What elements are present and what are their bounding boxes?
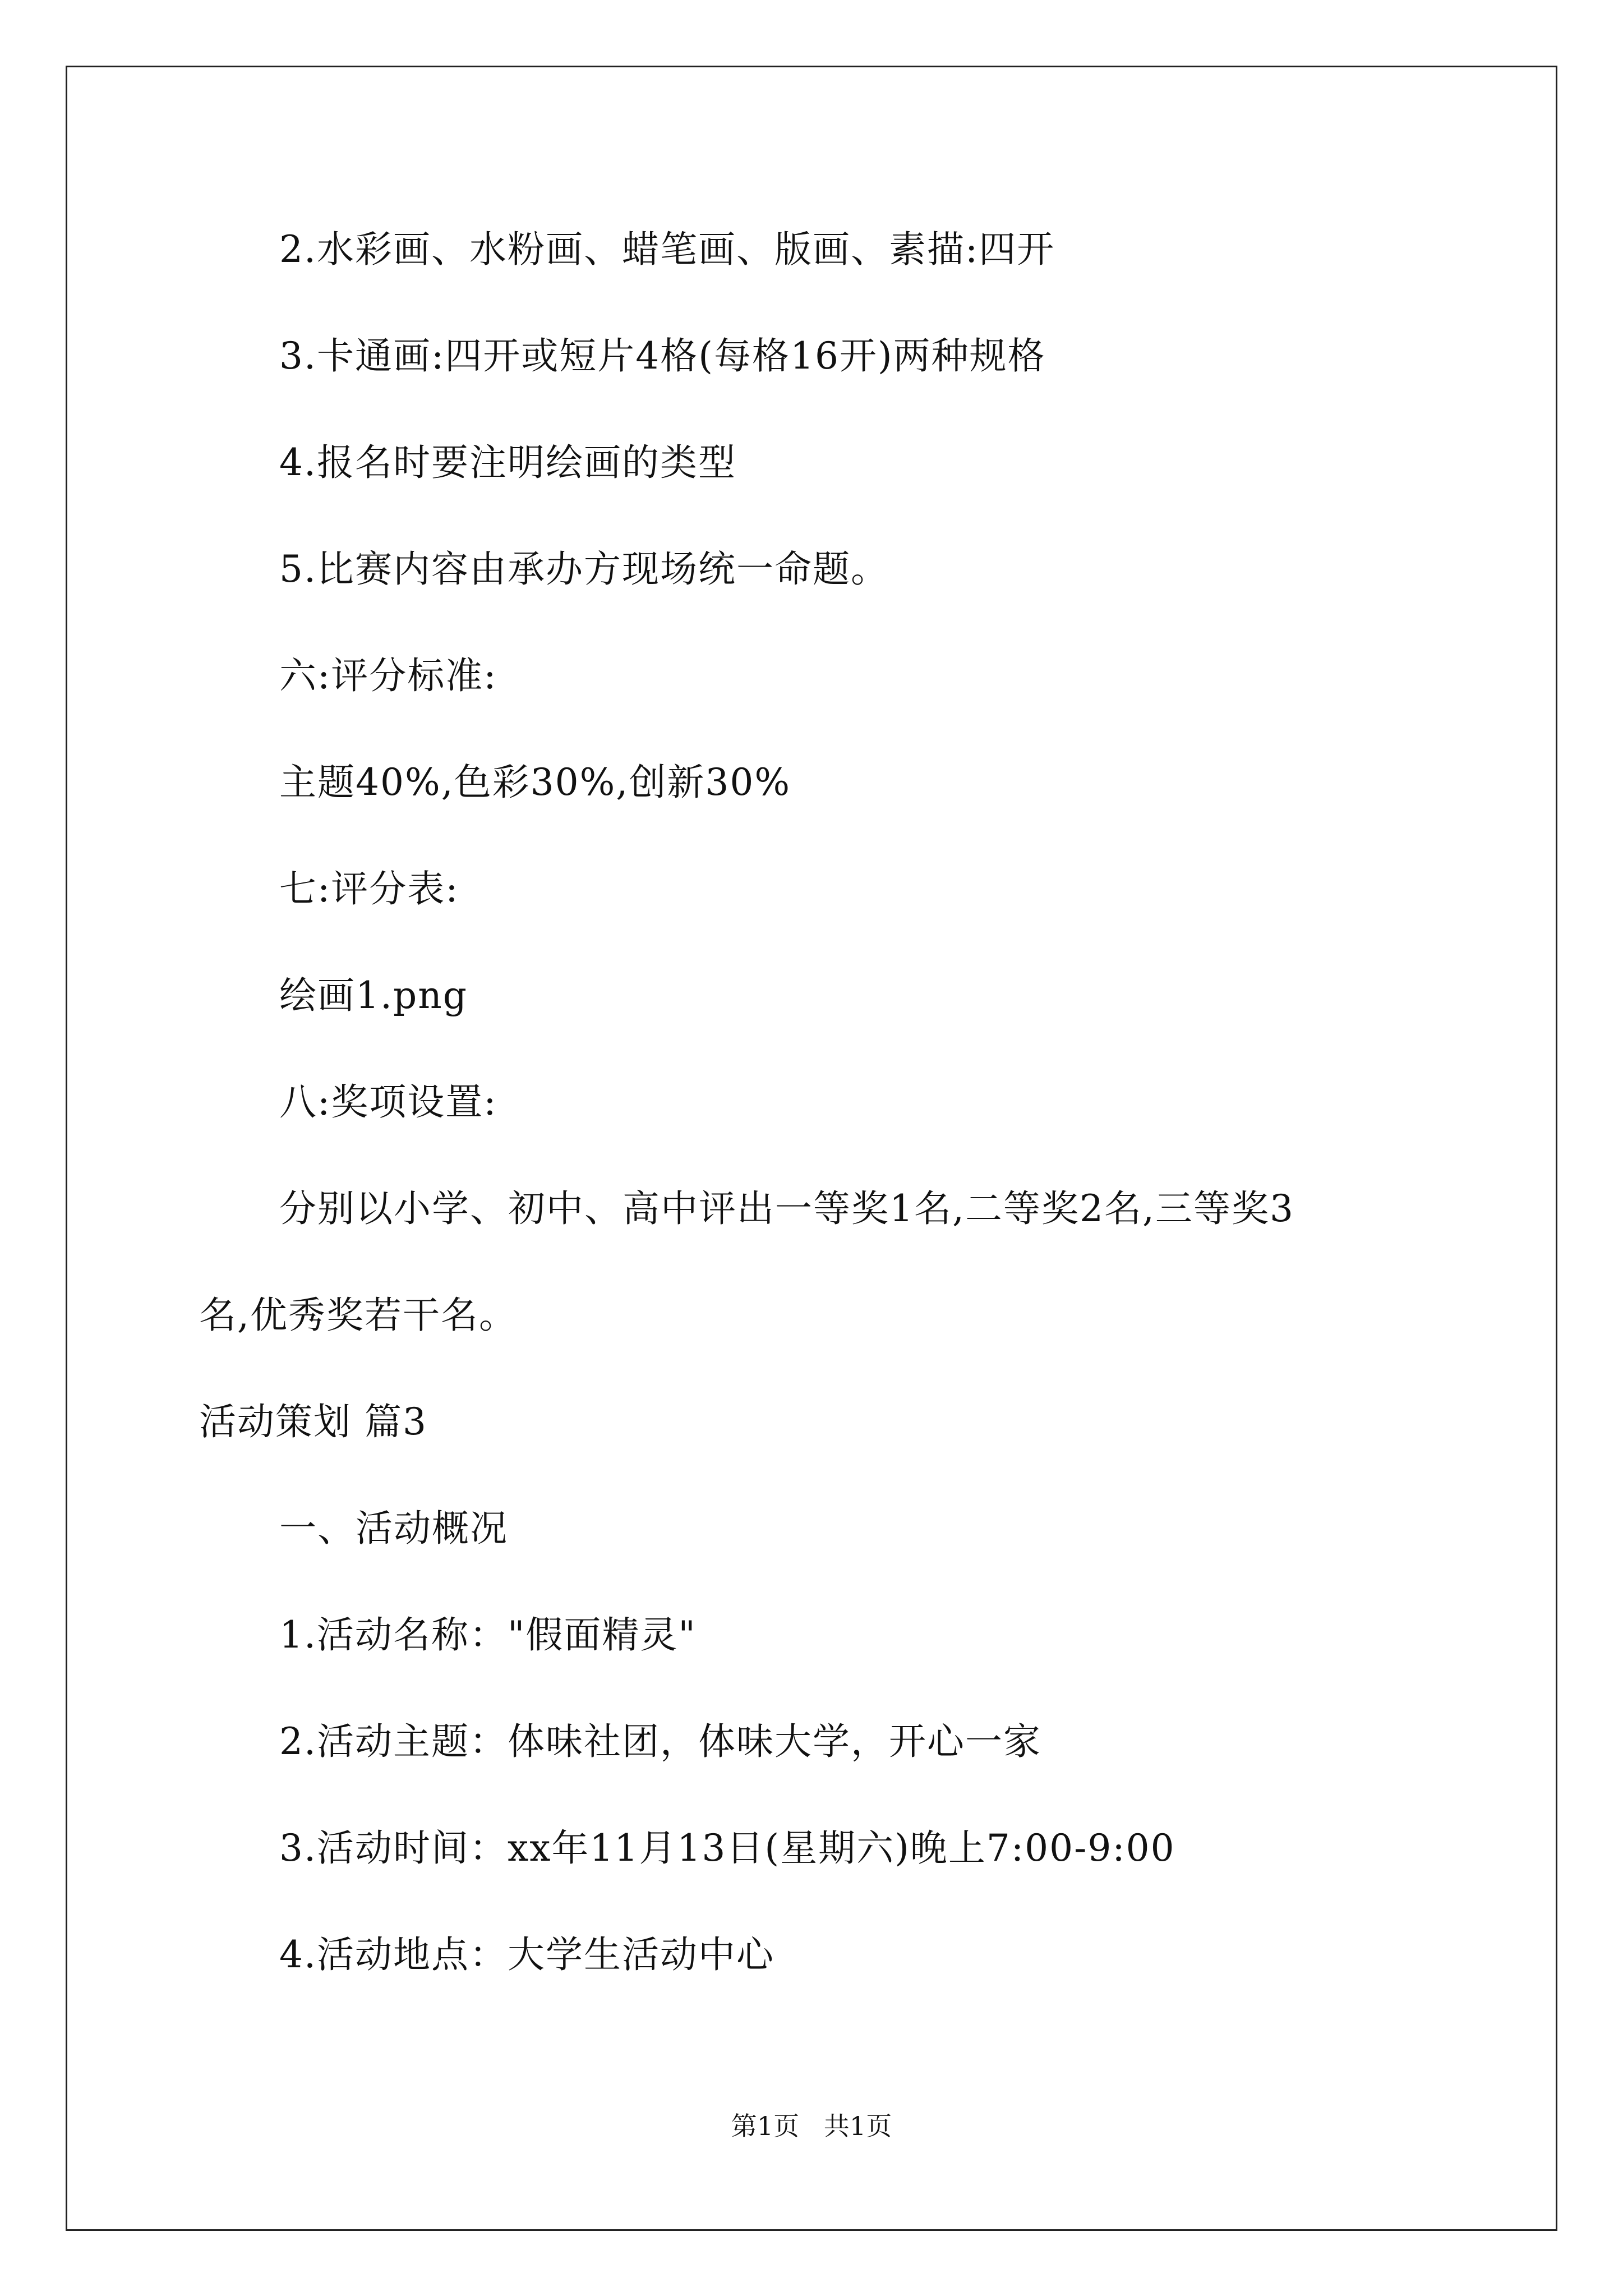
paragraph-line: 绘画1.png bbox=[279, 974, 468, 1017]
paragraph-line: 名,优秀奖若干名。 bbox=[199, 1294, 517, 1337]
paragraph-line: 主题40%,色彩30%,创新30% bbox=[279, 761, 791, 804]
paragraph-line: 3.活动时间：xx年11月13日(星期六)晚上7:00-9:00 bbox=[279, 1826, 1175, 1870]
paragraph-line: 5.比赛内容由承办方现场统一命题。 bbox=[279, 547, 889, 591]
page-border bbox=[66, 66, 1557, 2231]
page-footer: 第1页 共1页 bbox=[731, 2111, 892, 2141]
section-heading: 六:评分标准: bbox=[279, 654, 497, 697]
paragraph-line: 分别以小学、初中、高中评出一等奖1名,二等奖2名,三等奖3 bbox=[279, 1187, 1294, 1230]
section-heading: 七:评分表: bbox=[279, 867, 459, 910]
section-heading: 一、活动概况 bbox=[279, 1507, 508, 1550]
paragraph-line: 2.活动主题：体味社团，体味大学，开心一家 bbox=[279, 1720, 1041, 1763]
section-heading: 八:奖项设置: bbox=[279, 1080, 497, 1124]
article-title: 活动策划 篇3 bbox=[199, 1400, 427, 1443]
paragraph-line: 2.水彩画、水粉画、蜡笔画、版画、素描:四开 bbox=[279, 228, 1055, 271]
paragraph-line: 4.活动地点：大学生活动中心 bbox=[279, 1933, 774, 1976]
paragraph-line: 1.活动名称："假面精灵" bbox=[279, 1613, 697, 1657]
paragraph-line: 4.报名时要注明绘画的类型 bbox=[279, 441, 736, 484]
paragraph-line: 3.卡通画:四开或短片4格(每格16开)两种规格 bbox=[279, 334, 1046, 378]
